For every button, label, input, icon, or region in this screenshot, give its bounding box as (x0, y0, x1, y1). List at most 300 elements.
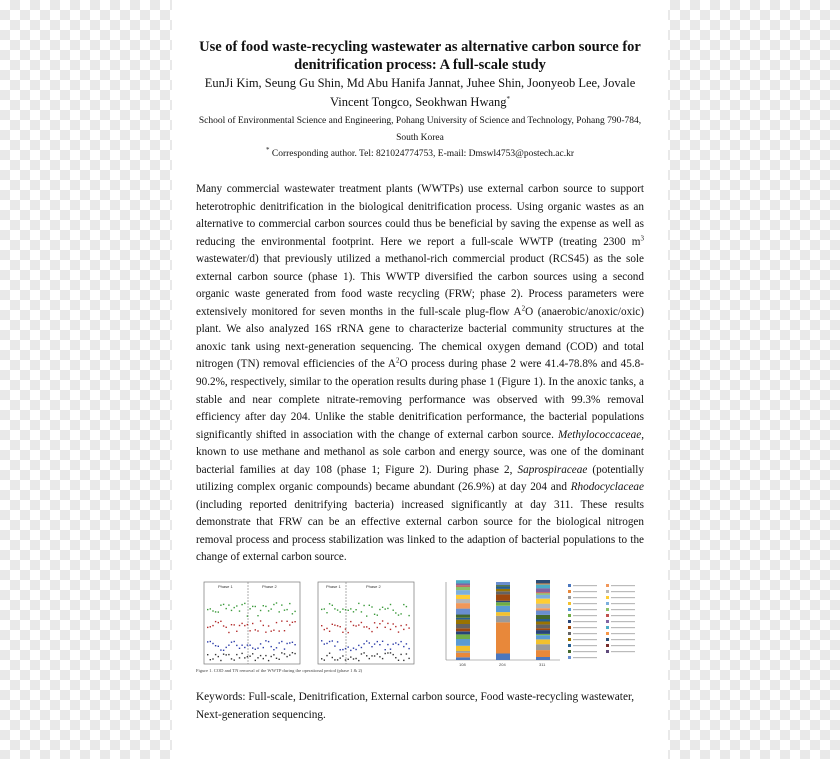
legend-swatch (568, 590, 571, 593)
legend-label-placeholder (611, 603, 635, 604)
legend-label-placeholder (573, 591, 597, 592)
author-corresponding-mark: * (506, 94, 511, 103)
bar-segment (536, 619, 550, 622)
data-point (387, 644, 388, 645)
data-point (257, 615, 258, 616)
data-point (294, 621, 295, 622)
data-point (393, 654, 394, 655)
data-point (218, 622, 219, 623)
data-point (215, 654, 216, 655)
data-point (286, 643, 287, 644)
data-point (408, 627, 409, 628)
data-point (228, 654, 229, 655)
bar-segment (456, 595, 470, 599)
legend-swatch (606, 644, 609, 647)
bar-segment (456, 657, 470, 660)
data-point (247, 624, 248, 625)
data-point (289, 654, 290, 655)
data-point (223, 625, 224, 626)
data-point (361, 611, 362, 612)
data-point (265, 606, 266, 607)
legend-swatch (606, 650, 609, 653)
bar-segment (496, 616, 510, 623)
panel-b-phase1-label: Phase 1 (326, 584, 341, 589)
figure-1-caption: Figure 1. COD and TN removal of the WWTP during the operational period (phase 1 & 2) (196, 668, 363, 673)
legend-swatch (568, 584, 571, 587)
legend-label-placeholder (611, 615, 635, 616)
data-point (281, 652, 282, 653)
data-point (379, 656, 380, 657)
legend-swatch (606, 632, 609, 635)
data-point (265, 655, 266, 656)
legend-label-placeholder (573, 609, 597, 610)
data-point (294, 644, 295, 645)
bar-segment (536, 584, 550, 585)
superscript-3: 3 (640, 233, 644, 242)
data-point (382, 607, 383, 608)
data-point (321, 658, 322, 659)
data-point (400, 654, 401, 655)
data-point (279, 630, 280, 631)
bar-segment (456, 580, 470, 583)
data-point (398, 631, 399, 632)
data-point (403, 646, 404, 647)
legend-label-placeholder (611, 627, 635, 628)
data-point (260, 620, 261, 621)
data-point (406, 606, 407, 607)
bar-segment (536, 634, 550, 635)
abstract-text-2: wastewater/d) that previously utilized a methanol-rich commercial product (RCS45) as the sole external carbon source (phase 1). This WWTP diversified the carbon sources using a second organic waste generated from food waste recycling (FRW; phase 2). Process parameters were extensively monitored for seven months in the full-scale plug-flow A (196, 253, 644, 318)
data-point (321, 625, 322, 626)
bar-segment (536, 593, 550, 595)
bar-segment (456, 631, 470, 634)
data-point (334, 608, 335, 609)
data-point (355, 649, 356, 650)
data-point (395, 642, 396, 643)
data-point (358, 624, 359, 625)
data-point (292, 652, 293, 653)
data-point (286, 656, 287, 657)
data-point (390, 652, 391, 653)
corresponding-author (172, 145, 668, 161)
legend-swatch (606, 602, 609, 605)
data-point (371, 606, 372, 607)
data-point (273, 630, 274, 631)
data-point (281, 604, 282, 605)
bar-segment (496, 612, 510, 616)
data-point (286, 621, 287, 622)
data-point (408, 648, 409, 649)
data-point (374, 622, 375, 623)
legend-swatch (606, 614, 609, 617)
data-point (390, 649, 391, 650)
data-point (212, 625, 213, 626)
data-point (353, 658, 354, 659)
legend-label-placeholder (573, 633, 597, 634)
data-point (361, 653, 362, 654)
data-point (406, 653, 407, 654)
data-point (223, 604, 224, 605)
bar-segment (496, 586, 510, 589)
data-point (210, 641, 211, 642)
legend-label-placeholder (573, 627, 597, 628)
data-point (236, 605, 237, 606)
data-point (244, 657, 245, 658)
data-point (226, 654, 227, 655)
legend-swatch (568, 638, 571, 641)
data-point (276, 658, 277, 659)
data-point (355, 625, 356, 626)
data-point (241, 604, 242, 605)
bar-segment (536, 595, 550, 599)
data-point (281, 620, 282, 621)
authors-line-2 (182, 93, 658, 112)
data-point (218, 611, 219, 612)
data-point (345, 609, 346, 610)
figure-1-panel-b (318, 582, 414, 664)
data-point (406, 624, 407, 625)
data-point (241, 653, 242, 654)
data-point (255, 660, 256, 661)
data-point (355, 609, 356, 610)
data-point (361, 647, 362, 648)
legend-label-placeholder (611, 609, 635, 610)
data-point (247, 644, 248, 645)
data-point (268, 641, 269, 642)
data-point (236, 631, 237, 632)
data-point (292, 642, 293, 643)
data-point (353, 625, 354, 626)
bar-segment (536, 622, 550, 625)
data-point (348, 610, 349, 611)
corresponding-mark: * (266, 145, 270, 154)
data-point (241, 645, 242, 646)
taxon-rhodocyclaceae: Rhodocyclaceae (570, 481, 644, 494)
data-point (324, 643, 325, 644)
bar-segment (456, 651, 470, 653)
data-point (379, 644, 380, 645)
title-line-2: denitrification process: A full-scale study (294, 57, 546, 73)
data-point (395, 657, 396, 658)
bar-segment (456, 618, 470, 620)
data-point (406, 643, 407, 644)
data-point (390, 629, 391, 630)
corresponding-text: Corresponding author. Tel: 821024774753, E-mail: Dmswl4753@postech.ac.kr (269, 149, 574, 159)
legend-label-placeholder (611, 645, 635, 646)
data-point (210, 626, 211, 627)
data-point (226, 627, 227, 628)
data-point (268, 625, 269, 626)
bar-segment (456, 587, 470, 590)
data-point (374, 655, 375, 656)
bar-segment (456, 634, 470, 639)
data-point (294, 611, 295, 612)
legend-swatch (606, 584, 609, 587)
bar-segment (496, 606, 510, 612)
bar-segment (536, 592, 550, 593)
data-point (255, 629, 256, 630)
abstract-text-3: O (anaerobic/anoxic/oxic) plant. We also analyzed 16S rRNA gene to characterize bacterial community structures at the anoxic tank using next-generation sequencing. The chemical oxygen demand (COD) and total nitrogen (TN) removal efficiencies of the A (196, 305, 644, 371)
data-point (231, 658, 232, 659)
data-point (385, 649, 386, 650)
data-point (263, 605, 264, 606)
data-point (228, 604, 229, 605)
data-point (400, 641, 401, 642)
abstract-text-4: O process during phase 2 were 41.4-78.8% and 45.8-90.2%, respectively, similar to the operation results during phase 1 (Figure 1). In the anoxic tanks, a stable and near complete nitrate-removing performance was observed with 99.3% removal efficiency after day 204. Unlike the stable denitrification performance, the bacterial populations significantly shifted in association with the change of external carbon source. (196, 358, 644, 441)
legend-swatch (568, 614, 571, 617)
data-point (252, 623, 253, 624)
data-point (244, 647, 245, 648)
data-point (234, 607, 235, 608)
keywords: Keywords: Full-scale, Denitrification, External carbon source, Food waste-recycling wastewater, Next-generation sequencing. (196, 691, 635, 721)
bar-segment (456, 653, 470, 658)
data-point (289, 624, 290, 625)
abstract-text-1: Many commercial wastewater treatment plants (WWTPs) use external carbon source to support heterotrophic denitrification in the biological denitrification process. Using organic wastes as an alternative to commercial carbon sources could thus be beneficial by saving the expense as well as reducing the environmental footprint. Here we report a full-scale WWTP (treating 2300 m (196, 183, 644, 248)
data-point (231, 642, 232, 643)
data-point (231, 610, 232, 611)
data-point (273, 654, 274, 655)
abstract-text-5: , known to use methane and methanol as sole carbon and energy source, was one of the dominant bacterial families at day 108 (phase 1; Figure 2). During phase 2, (196, 428, 644, 476)
legend-swatch (606, 596, 609, 599)
bar-segment (496, 601, 510, 603)
data-point (358, 645, 359, 646)
taxon-saprospiraceae: Saprospiraceae (517, 463, 588, 476)
data-point (374, 643, 375, 644)
bar-segment (496, 585, 510, 586)
data-point (345, 659, 346, 660)
data-point (326, 655, 327, 656)
data-point (340, 626, 341, 627)
data-point (379, 609, 380, 610)
data-point (215, 621, 216, 622)
data-point (329, 603, 330, 604)
data-point (289, 603, 290, 604)
data-point (324, 608, 325, 609)
data-point (340, 649, 341, 650)
data-point (234, 624, 235, 625)
data-point (220, 621, 221, 622)
data-point (332, 624, 333, 625)
data-point (385, 627, 386, 628)
data-point (207, 609, 208, 610)
data-point (350, 608, 351, 609)
data-point (332, 657, 333, 658)
data-point (324, 659, 325, 660)
data-point (334, 645, 335, 646)
data-point (324, 629, 325, 630)
data-point (366, 640, 367, 641)
bar-segment (456, 590, 470, 595)
data-point (403, 629, 404, 630)
data-point (284, 653, 285, 654)
data-point (366, 626, 367, 627)
data-point (326, 612, 327, 613)
data-point (239, 625, 240, 626)
author-list (182, 74, 658, 112)
data-point (212, 610, 213, 611)
legend-swatch (568, 608, 571, 611)
figure-1 (196, 580, 426, 672)
data-point (398, 644, 399, 645)
data-point (212, 643, 213, 644)
bar-segment (456, 599, 470, 603)
data-point (361, 622, 362, 623)
bar-segment (536, 615, 550, 619)
data-point (294, 653, 295, 654)
data-point (400, 613, 401, 614)
paper-title (172, 38, 668, 74)
data-point (371, 655, 372, 656)
data-point (218, 646, 219, 647)
data-point (265, 640, 266, 641)
data-point (215, 645, 216, 646)
data-point (371, 631, 372, 632)
bar-segment (536, 640, 550, 645)
data-point (337, 659, 338, 660)
data-point (276, 602, 277, 603)
bar-segment (536, 628, 550, 630)
data-point (382, 658, 383, 659)
legend-swatch (606, 590, 609, 593)
data-point (340, 611, 341, 612)
legend-swatch (568, 602, 571, 605)
data-point (342, 632, 343, 633)
data-point (398, 660, 399, 661)
data-point (252, 606, 253, 607)
data-point (241, 623, 242, 624)
data-point (350, 656, 351, 657)
bar-segment (536, 657, 550, 660)
data-point (363, 605, 364, 606)
legend-label-placeholder (573, 639, 597, 640)
bar-segment (456, 628, 470, 631)
data-point (279, 611, 280, 612)
data-point (398, 614, 399, 615)
authors-line-2-text: Vincent Tongco, Seokhwan Hwang (329, 95, 507, 109)
legend-swatch (568, 620, 571, 623)
legend-label-placeholder (573, 645, 597, 646)
data-point (345, 648, 346, 649)
data-point (340, 657, 341, 658)
data-point (228, 645, 229, 646)
data-point (249, 630, 250, 631)
data-point (387, 623, 388, 624)
data-point (408, 658, 409, 659)
data-point (326, 628, 327, 629)
data-point (263, 658, 264, 659)
bar-segment (456, 646, 470, 651)
bar-segment (456, 615, 470, 618)
figure-1-plots (196, 580, 426, 668)
data-point (400, 625, 401, 626)
data-point (379, 623, 380, 624)
data-point (326, 643, 327, 644)
data-point (369, 628, 370, 629)
legend-swatch (568, 644, 571, 647)
bar-segment (496, 622, 510, 653)
legend-label-placeholder (573, 603, 597, 604)
panel-b-phase2-label: Phase 2 (366, 584, 381, 589)
data-point (292, 613, 293, 614)
affiliation: School of Environmental Science and Engineering, Pohang University of Science and Technology, Pohang 790-784, South Korea (198, 116, 642, 143)
bar-segment (536, 588, 550, 592)
data-point (321, 609, 322, 610)
data-point (260, 643, 261, 644)
data-point (385, 653, 386, 654)
data-point (345, 628, 346, 629)
data-point (377, 615, 378, 616)
data-point (260, 655, 261, 656)
bar-segment (536, 599, 550, 604)
bar-segment (456, 585, 470, 587)
data-point (363, 652, 364, 653)
bar-segment (536, 585, 550, 589)
data-point (215, 611, 216, 612)
data-point (239, 648, 240, 649)
data-point (332, 640, 333, 641)
data-point (236, 645, 237, 646)
data-point (337, 641, 338, 642)
abstract-text-7: (including reported denitrifying bacteria) increased significantly at day 311. These results demonstrate that FRW can be an effective external carbon source for the biological nitrogen removal process and process stabilization was linked to the adaption of bacterial populations to the change of external carbon source. (196, 498, 644, 564)
legend-swatch (606, 626, 609, 629)
superscript-2b: 2 (396, 356, 400, 365)
stacked-bars (456, 580, 550, 660)
bar-x-label: 204 (499, 662, 506, 667)
bar-segment (496, 654, 510, 661)
data-point (244, 625, 245, 626)
legend-swatch (568, 596, 571, 599)
legend-label-placeholder (573, 615, 597, 616)
data-point (207, 654, 208, 655)
data-point (385, 608, 386, 609)
data-point (226, 608, 227, 609)
data-point (348, 632, 349, 633)
data-point (377, 641, 378, 642)
data-point (252, 647, 253, 648)
data-point (281, 641, 282, 642)
abstract-body (196, 181, 644, 567)
bar-segment (456, 639, 470, 646)
data-point (348, 659, 349, 660)
bar-segment (536, 624, 550, 628)
authors-line-1: EunJi Kim, Seung Gu Shin, Md Abu Hanifa Jannat, Juhee Shin, Joonyeob Lee, Jovale (204, 76, 636, 90)
figures-row (196, 580, 646, 680)
data-point (284, 648, 285, 649)
bar-segment (536, 608, 550, 610)
legend-label-placeholder (573, 651, 597, 652)
data-point (369, 658, 370, 659)
superscript-2a: 2 (521, 304, 526, 313)
data-point (210, 608, 211, 609)
legend-label-placeholder (611, 633, 635, 634)
data-point (369, 642, 370, 643)
data-point (393, 644, 394, 645)
data-point (387, 652, 388, 653)
taxon-methylococcaceae: Methylococcaceae (557, 428, 642, 441)
data-point (257, 648, 258, 649)
bar-segment (536, 604, 550, 609)
data-point (220, 660, 221, 661)
data-point (231, 624, 232, 625)
data-point (366, 655, 367, 656)
data-point (218, 656, 219, 657)
data-point (363, 643, 364, 644)
data-point (390, 604, 391, 605)
data-point (387, 608, 388, 609)
data-point (236, 654, 237, 655)
data-point (382, 641, 383, 642)
paper-page (172, 0, 668, 759)
